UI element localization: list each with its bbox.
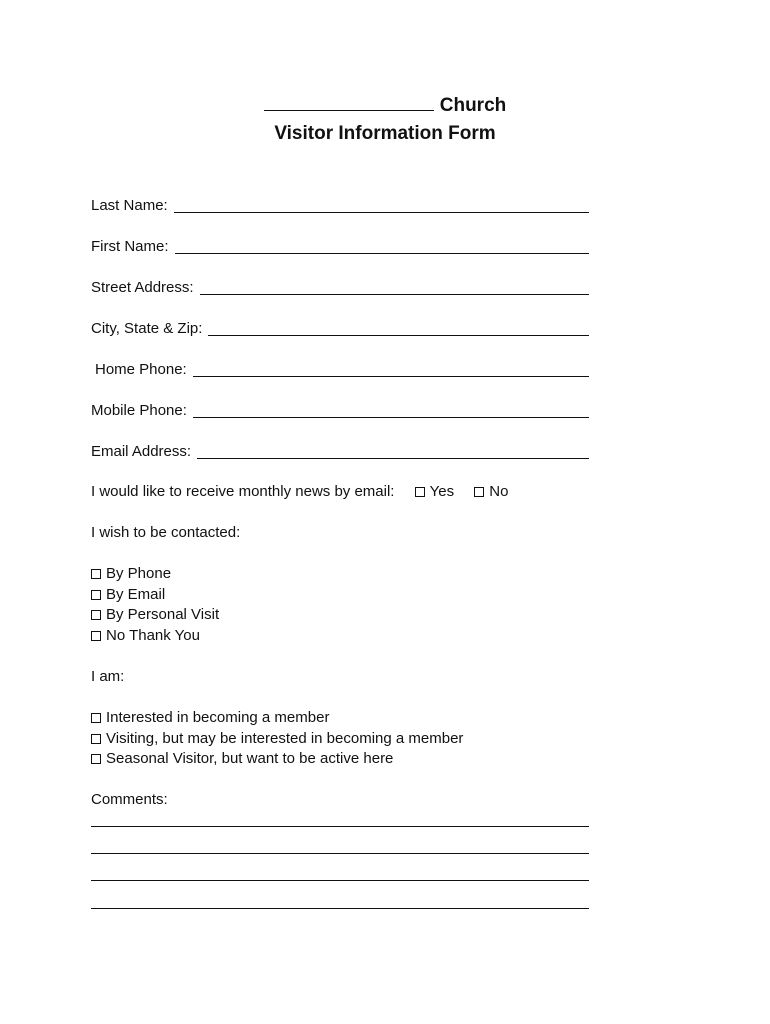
contact-visit-label: By Personal Visit	[106, 606, 220, 623]
contact-visit-option[interactable]	[91, 605, 219, 625]
first-name-row	[91, 236, 589, 256]
city-state-zip-label: City, State & Zip:	[91, 320, 203, 337]
newsletter-no-option[interactable]	[474, 482, 508, 502]
iam-member-option[interactable]	[91, 708, 329, 728]
church-name-blank[interactable]	[264, 93, 434, 111]
comments-line-3[interactable]	[91, 880, 589, 881]
home-phone-row	[95, 359, 589, 379]
checkbox-icon[interactable]	[91, 734, 101, 744]
contact-prompt: I wish to be contacted:	[91, 524, 241, 541]
street-address-row	[91, 277, 589, 297]
mobile-phone-field[interactable]	[193, 405, 589, 418]
checkbox-icon[interactable]	[91, 713, 101, 723]
contact-phone-label: By Phone	[106, 565, 172, 582]
street-address-field[interactable]	[200, 282, 589, 295]
iam-visiting-label: Visiting, but may be interested in becoming a member	[106, 729, 464, 747]
iam-visiting-option[interactable]	[91, 729, 463, 749]
first-name-field[interactable]	[175, 241, 589, 254]
contact-phone-option[interactable]	[91, 564, 171, 584]
mobile-phone-label: Mobile Phone:	[91, 402, 187, 419]
mobile-phone-row	[91, 400, 589, 420]
contact-email-label: By Email	[106, 585, 166, 603]
email-address-label: Email Address:	[91, 443, 192, 460]
newsletter-no-label: No	[489, 483, 509, 500]
newsletter-prompt: I would like to receive monthly news by email:	[91, 483, 395, 500]
contact-none-label: No Thank You	[106, 626, 200, 644]
form-title: Visitor Information Form	[274, 123, 496, 144]
email-address-row	[91, 441, 589, 461]
last-name-label: Last Name:	[91, 197, 168, 214]
newsletter-yes-label: Yes	[429, 483, 455, 500]
comments-label: Comments:	[91, 791, 168, 808]
comments-line-1[interactable]	[91, 826, 589, 827]
comments-line-2[interactable]	[91, 853, 589, 854]
checkbox-icon[interactable]	[91, 590, 101, 600]
comments-line-4[interactable]	[91, 908, 589, 909]
checkbox-icon[interactable]	[91, 631, 101, 641]
contact-email-option[interactable]	[91, 585, 165, 605]
street-address-label: Street Address:	[91, 279, 194, 296]
city-state-zip-row	[91, 318, 589, 338]
checkbox-icon[interactable]	[91, 610, 101, 620]
checkbox-icon[interactable]	[91, 754, 101, 764]
newsletter-row	[91, 482, 508, 502]
first-name-label: First Name:	[91, 238, 169, 255]
last-name-row	[91, 195, 589, 215]
city-state-zip-field[interactable]	[208, 323, 589, 336]
church-name-line	[0, 92, 770, 120]
contact-none-option[interactable]	[91, 626, 200, 646]
home-phone-label: Home Phone:	[95, 361, 187, 378]
checkbox-icon[interactable]	[474, 487, 484, 497]
last-name-field[interactable]	[174, 200, 589, 213]
iam-seasonal-option[interactable]	[91, 749, 393, 769]
email-address-field[interactable]	[197, 446, 589, 459]
church-word: Church	[439, 95, 507, 116]
iam-seasonal-label: Seasonal Visitor, but want to be active here	[106, 750, 394, 767]
newsletter-yes-option[interactable]	[415, 482, 454, 502]
iam-member-label: Interested in becoming a member	[106, 709, 330, 726]
iam-prompt: I am:	[91, 668, 125, 685]
form-header	[0, 92, 770, 148]
checkbox-icon[interactable]	[415, 487, 425, 497]
home-phone-field[interactable]	[193, 364, 589, 377]
checkbox-icon[interactable]	[91, 569, 101, 579]
